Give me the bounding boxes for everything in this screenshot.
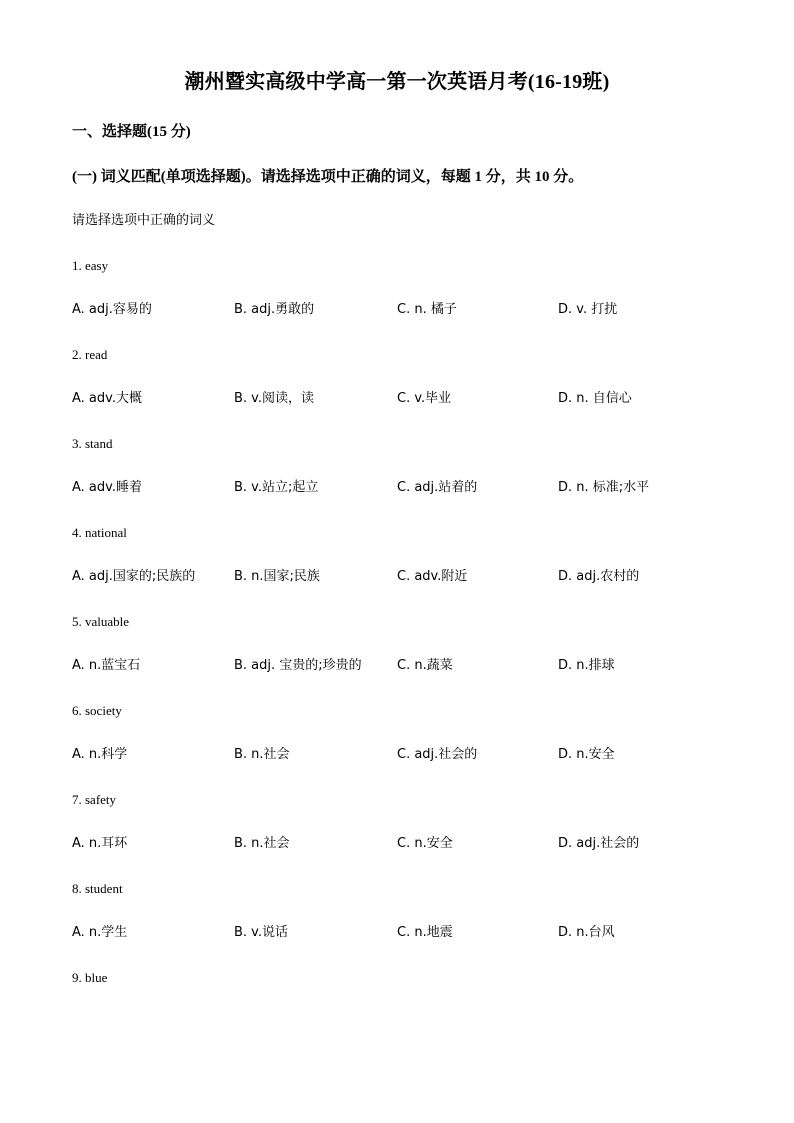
option-d[interactable]: D. adj.社会的 [558, 836, 640, 851]
option-b[interactable]: B. v.站立;起立 [234, 480, 319, 495]
option-d[interactable]: D. n. 自信心 [558, 391, 632, 406]
question-list [72, 256, 752, 1057]
question-item [72, 256, 752, 345]
option-row [72, 478, 752, 500]
option-b[interactable]: B. adj.勇敢的 [234, 302, 315, 317]
question-stem: 4. national [72, 525, 127, 540]
option-a[interactable]: A. adj.容易的 [72, 302, 152, 317]
option-c[interactable]: C. n.安全 [397, 836, 453, 851]
question-item [72, 790, 752, 879]
question-stem: 9. blue [72, 970, 108, 985]
question-item [72, 879, 752, 968]
option-a[interactable]: A. n.耳环 [72, 836, 128, 851]
option-c[interactable]: C. v.毕业 [397, 391, 452, 406]
question-stem: 3. stand [72, 436, 113, 451]
option-a[interactable]: A. n.科学 [72, 747, 128, 762]
instruction-text: 请选择选项中正确的词义 [72, 213, 216, 228]
option-row [72, 745, 752, 767]
option-b[interactable]: B. v.阅读，读 [234, 391, 314, 406]
question-stem: 8. student [72, 881, 123, 896]
option-d[interactable]: D. n. 标准;水平 [558, 480, 650, 495]
option-b[interactable]: B. n.国家;民族 [234, 569, 320, 584]
option-row [72, 834, 752, 856]
option-b[interactable]: B. v.说话 [234, 925, 288, 940]
question-item [72, 434, 752, 523]
option-row [72, 300, 752, 322]
option-c[interactable]: C. n. 橘子 [397, 302, 457, 317]
option-a[interactable]: A. n.蓝宝石 [72, 658, 141, 673]
question-stem: 7. safety [72, 792, 117, 807]
option-c[interactable]: C. adv.附近 [397, 569, 468, 584]
question-item [72, 523, 752, 612]
section-heading: 一、选择题(15 分) [72, 124, 191, 140]
question-item [72, 968, 752, 1057]
option-d[interactable]: D. n.安全 [558, 747, 615, 762]
option-d[interactable]: D. n.排球 [558, 658, 615, 673]
page-title: 潮州暨实高级中学高一第一次英语月考(16-19班) [184, 71, 610, 93]
question-stem: 5. valuable [72, 614, 130, 629]
option-d[interactable]: D. n.台风 [558, 925, 615, 940]
question-item [72, 612, 752, 701]
question-item [72, 345, 752, 434]
option-d[interactable]: D. adj.农村的 [558, 569, 640, 584]
option-b[interactable]: B. n.社会 [234, 747, 290, 762]
option-a[interactable]: A. n.学生 [72, 925, 128, 940]
question-item [72, 701, 752, 790]
option-a[interactable]: A. adv.大概 [72, 391, 142, 406]
option-a[interactable]: A. adj.国家的;民族的 [72, 569, 196, 584]
option-row [72, 567, 752, 589]
option-c[interactable]: C. n.蔬菜 [397, 658, 453, 673]
option-d[interactable]: D. v. 打扰 [558, 302, 618, 317]
question-stem: 6. society [72, 703, 122, 718]
option-a[interactable]: A. adv.睡着 [72, 480, 142, 495]
option-b[interactable]: B. adj. 宝贵的;珍贵的 [234, 658, 362, 673]
option-b[interactable]: B. n.社会 [234, 836, 290, 851]
question-stem: 1. easy [72, 258, 109, 273]
option-c[interactable]: C. n.地震 [397, 925, 453, 940]
option-row [72, 389, 752, 411]
option-c[interactable]: C. adj.社会的 [397, 747, 478, 762]
sub-heading: (一) 词义匹配(单项选择题)。请选择选项中正确的词义，每题 1 分，共 10 分。 [72, 169, 584, 185]
option-row [72, 923, 752, 945]
question-stem: 2. read [72, 347, 108, 362]
option-c[interactable]: C. adj.站着的 [397, 480, 478, 495]
option-row [72, 656, 752, 678]
